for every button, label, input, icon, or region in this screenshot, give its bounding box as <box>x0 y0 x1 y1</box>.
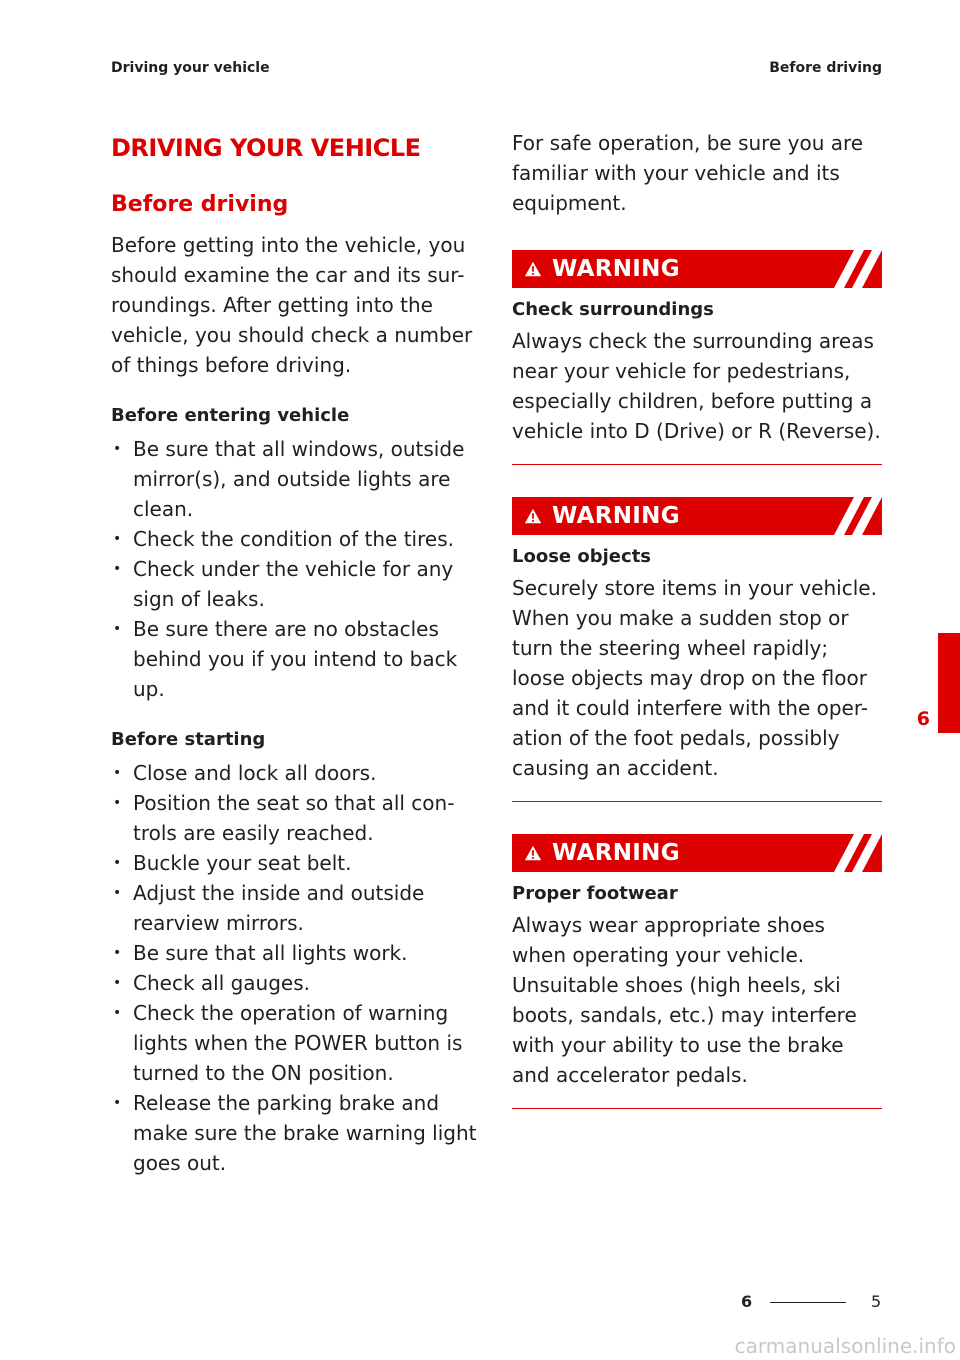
running-head-right: Before driving <box>769 60 882 76</box>
warning-divider <box>512 1108 882 1109</box>
before-entering-list <box>111 434 483 704</box>
slash-stripes-icon <box>820 250 882 288</box>
warning-text: Always check the surrounding areas near your vehicle for pedestrians, especially children, before putting a vehicle into D (Drive) or R (Reverse). <box>512 329 881 443</box>
list-item: • Check the operation of warning lights when the POWER button is turned to the ON position. <box>111 998 483 1088</box>
warning-text: Securely store items in your vehicle. When you make a sudden stop or turn the steering wheel rapidly; loose objects may drop on the floor and it could interfere with the oper-ation of the foot pedals, possibly causing an accident. <box>512 576 877 780</box>
warning-label: WARNING <box>552 840 680 866</box>
warning-box <box>512 834 882 1109</box>
before-entering-heading: Before entering vehicle <box>111 405 350 426</box>
running-head-left: Driving your vehicle <box>111 60 270 76</box>
warning-divider <box>512 464 882 465</box>
warning-triangle-icon <box>524 260 542 278</box>
list-item: • Release the parking brake and make sure the brake warning light goes out. <box>111 1088 483 1178</box>
slash-stripes-icon <box>820 834 882 872</box>
list-item: • Position the seat so that all con-trols are easily reached. <box>111 788 483 848</box>
list-item: • Adjust the inside and outside rearview mirrors. <box>111 878 483 938</box>
warning-text: Always wear appropriate shoes when operating your vehicle. Unsuitable shoes (high heels, ski boots, sandals, etc.) may interfere with your ability to use the brake and accelerator pedals. <box>512 913 857 1087</box>
watermark: carmanualsonline.info <box>734 1334 956 1358</box>
warning-banner <box>512 834 882 872</box>
section-title: Before driving <box>111 192 289 217</box>
chapter-title: DRIVING YOUR VEHICLE <box>111 134 421 162</box>
warning-title: Check surroundings <box>512 299 714 320</box>
before-starting-list <box>111 758 483 1178</box>
list-item: • Close and lock all doors. <box>111 758 483 788</box>
chapter-tab-number: 6 <box>916 708 930 730</box>
safety-intro: For safe operation, be sure you are familiar with your vehicle and its equipment. <box>512 131 864 215</box>
list-item: • Be sure that all windows, outside mirror(s), and outside lights are clean. <box>111 434 483 524</box>
warning-triangle-icon <box>524 507 542 525</box>
footer-page-number: 5 <box>871 1292 882 1311</box>
warning-divider <box>512 801 882 802</box>
right-column <box>512 128 882 1109</box>
list-item: • Buckle your seat belt. <box>111 848 483 878</box>
before-starting-heading: Before starting <box>111 729 266 750</box>
warning-title: Proper footwear <box>512 883 678 904</box>
warning-box <box>512 250 882 465</box>
footer-divider <box>770 1302 846 1303</box>
list-item: • Check all gauges. <box>111 968 483 998</box>
warning-triangle-icon <box>524 844 542 862</box>
warning-banner <box>512 250 882 288</box>
list-item: • Be sure there are no obstacles behind you if you intend to back up. <box>111 614 483 704</box>
list-item: • Check the condition of the tires. <box>111 524 483 554</box>
warning-box <box>512 497 882 802</box>
list-item: • Check under the vehicle for any sign of leaks. <box>111 554 483 614</box>
warning-title: Loose objects <box>512 546 652 567</box>
list-item: • Be sure that all lights work. <box>111 938 483 968</box>
left-column <box>111 128 483 1178</box>
slash-stripes-icon <box>820 497 882 535</box>
chapter-side-tab <box>938 633 960 733</box>
footer-chapter-number: 6 <box>741 1292 753 1311</box>
warning-banner <box>512 497 882 535</box>
warning-label: WARNING <box>552 256 680 282</box>
warning-label: WARNING <box>552 503 680 529</box>
intro-paragraph: Before getting into the vehicle, you should examine the car and its sur-roundings. After getting into the vehicle, you should check a number of things before driving. <box>111 233 473 377</box>
